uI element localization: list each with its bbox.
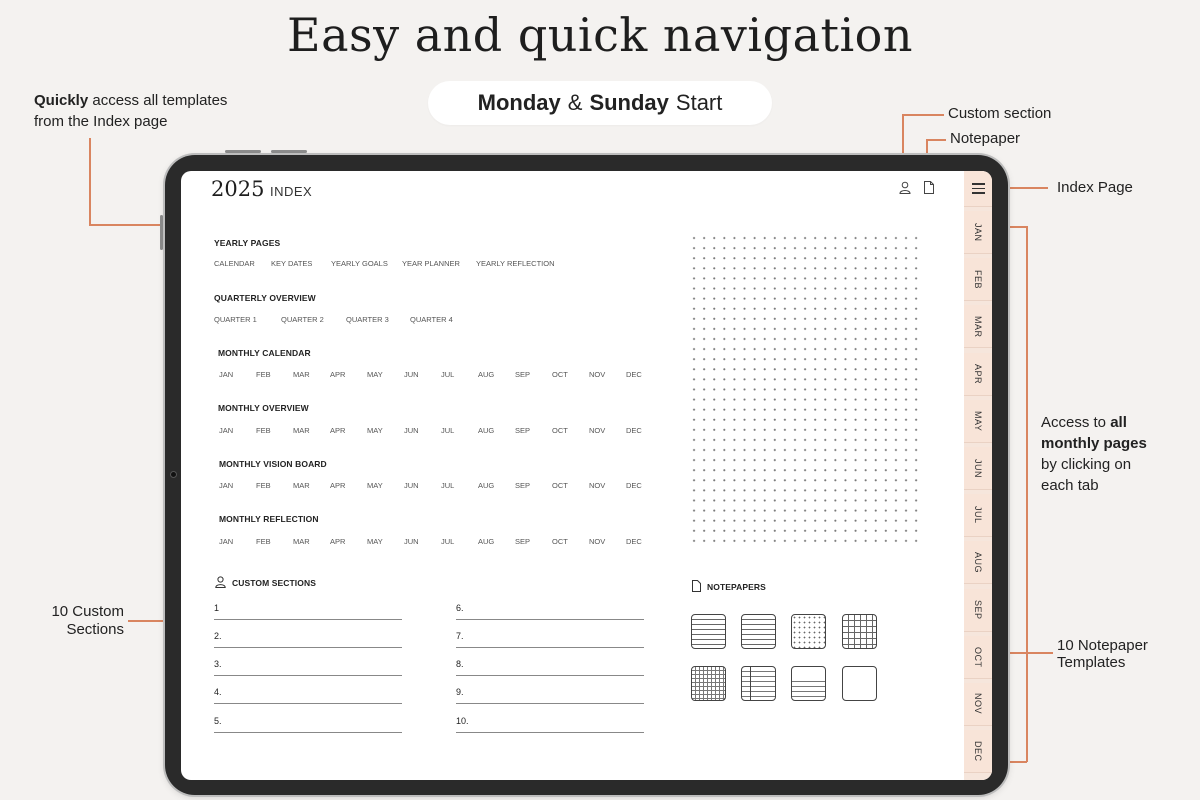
section-quarterly-title: QUARTERLY OVERVIEW <box>214 293 316 303</box>
monthly-overview-link-may[interactable]: MAY <box>367 426 383 435</box>
link-quarter-1[interactable]: QUARTER 1 <box>214 315 257 324</box>
monthly-reflection-link-oct[interactable]: OCT <box>552 537 568 546</box>
month-tab-label: JUL <box>973 506 983 524</box>
notepaper-half-lined[interactable] <box>791 666 826 701</box>
start-day-pill <box>428 81 772 125</box>
tablet-camera <box>170 471 177 478</box>
monthly-calendar-link-may[interactable]: MAY <box>367 370 383 379</box>
annotation-custom-section: Custom section <box>948 105 1052 122</box>
link-quarter-3[interactable]: QUARTER 3 <box>346 315 389 324</box>
monthly-overview-link-oct[interactable]: OCT <box>552 426 568 435</box>
custom-section-10[interactable]: 10. <box>456 716 644 733</box>
planner-screen <box>181 171 992 780</box>
monthly-reflection-link-jul[interactable]: JUL <box>441 537 455 546</box>
monthly-overview-link-jun[interactable]: JUN <box>404 426 419 435</box>
month-tab-label: MAR <box>973 315 983 338</box>
annotation-monthly <box>1041 412 1147 496</box>
monthly-vision-link-jun[interactable]: JUN <box>404 481 419 490</box>
annotation-notepaper-templates-2: Templates <box>1057 654 1126 671</box>
month-tab-label: JAN <box>973 222 983 242</box>
custom-section-8[interactable]: 8. <box>456 659 644 676</box>
month-tab-oct[interactable] <box>964 636 992 679</box>
notepaper-lined[interactable] <box>691 614 726 649</box>
monthly-calendar-link-jul[interactable]: JUL <box>441 370 455 379</box>
annotation-monthly-bracket <box>1026 226 1028 762</box>
monthly-calendar-link-aug[interactable]: AUG <box>478 370 495 379</box>
month-tab-apr[interactable] <box>964 353 992 396</box>
monthly-overview-link-apr[interactable]: APR <box>330 426 346 435</box>
annotation-notepaper: Notepaper <box>950 130 1021 147</box>
month-tab-mar[interactable] <box>964 305 992 348</box>
month-tab-label: OCT <box>973 646 983 668</box>
monthly-overview-link-jul[interactable]: JUL <box>441 426 455 435</box>
annotation-index-text2: from the Index page <box>34 113 168 130</box>
custom-section-7[interactable]: 7. <box>456 631 644 648</box>
dot-grid-notes <box>689 233 921 549</box>
annotation-notepaper-templates <box>1057 637 1148 671</box>
link-yearly-goals[interactable]: YEARLY GOALS <box>331 259 388 268</box>
month-tab-sidebar <box>964 171 992 780</box>
annotation-index-bold: Quickly <box>34 92 89 109</box>
month-tab-label: DEC <box>973 740 983 762</box>
monthly-overview-link-sep[interactable]: SEP <box>515 426 531 435</box>
notepaper-blank[interactable] <box>842 666 877 701</box>
tablet-volume-button-2 <box>271 150 307 153</box>
monthly-reflection-link-nov[interactable]: NOV <box>589 537 606 546</box>
month-tab-feb[interactable] <box>964 258 992 301</box>
page-year: 2025 <box>211 177 265 201</box>
annotation-index-page: Index Page <box>1057 179 1133 196</box>
annotation-custom-line-h <box>902 114 944 116</box>
monthly-reflection-link-feb[interactable]: FEB <box>256 537 271 546</box>
annotation-custom-sections <box>40 603 124 639</box>
custom-section-9[interactable]: 9. <box>456 687 644 704</box>
custom-section-2[interactable]: 2. <box>214 631 402 648</box>
month-tab-sep[interactable] <box>964 589 992 632</box>
monthly-calendar-link-sep[interactable]: SEP <box>515 370 531 379</box>
monthly-reflection-link-sep[interactable]: SEP <box>515 537 531 546</box>
link-calendar[interactable]: CALENDAR <box>214 259 255 268</box>
monthly-reflection-link-jun[interactable]: JUN <box>404 537 419 546</box>
notepaper-grid[interactable] <box>842 614 877 649</box>
annotation-custom-sections-2: Sections <box>66 621 124 638</box>
pill-start: Start <box>675 90 723 115</box>
monthly-overview-link-feb[interactable]: FEB <box>256 426 271 435</box>
monthly-vision-link-sep[interactable]: SEP <box>515 481 531 490</box>
monthly-reflection-link-mar[interactable]: MAR <box>293 537 310 546</box>
link-year-planner[interactable]: YEAR PLANNER <box>402 259 460 268</box>
monthly-vision-link-mar[interactable]: MAR <box>293 481 310 490</box>
section-yearly-title: YEARLY PAGES <box>214 238 281 248</box>
month-tab-dec[interactable] <box>964 730 992 773</box>
page-title: INDEX <box>270 184 313 199</box>
section-monthly-overview-title: MONTHLY OVERVIEW <box>218 403 309 413</box>
section-monthly-calendar-title: MONTHLY CALENDAR <box>218 348 311 358</box>
monthly-overview-link-nov[interactable]: NOV <box>589 426 606 435</box>
month-tab-label: SEP <box>973 599 983 620</box>
monthly-calendar-link-jun[interactable]: JUN <box>404 370 419 379</box>
monthly-vision-link-feb[interactable]: FEB <box>256 481 271 490</box>
monthly-vision-link-jul[interactable]: JUL <box>441 481 455 490</box>
tablet-volume-button <box>225 150 261 153</box>
annotation-monthly-4: each tab <box>1041 477 1099 494</box>
month-tab-may[interactable] <box>964 400 992 443</box>
month-tab-label: JUN <box>973 458 983 478</box>
annotation-monthly-bold2: monthly pages <box>1041 435 1147 452</box>
annotation-notepaper-templates-1: 10 Notepaper <box>1057 637 1148 654</box>
user-icon[interactable] <box>899 181 911 194</box>
month-tab-nov[interactable] <box>964 683 992 726</box>
monthly-calendar-link-jan[interactable]: JAN <box>219 370 234 379</box>
monthly-vision-link-apr[interactable]: APR <box>330 481 346 490</box>
section-custom-title: CUSTOM SECTIONS <box>232 578 316 588</box>
link-quarter-4[interactable]: QUARTER 4 <box>410 315 453 324</box>
link-quarter-2[interactable]: QUARTER 2 <box>281 315 324 324</box>
monthly-vision-link-nov[interactable]: NOV <box>589 481 606 490</box>
annotation-index-text: access all templates <box>88 92 228 109</box>
monthly-vision-link-dec[interactable]: DEC <box>626 481 642 490</box>
section-monthly-vision-title: MONTHLY VISION BOARD <box>219 459 327 469</box>
monthly-calendar-link-feb[interactable]: FEB <box>256 370 271 379</box>
annotation-notepaper-line-h <box>926 139 946 141</box>
document-icon[interactable] <box>924 181 934 194</box>
month-tab-label: NOV <box>973 693 983 715</box>
month-tab-jun[interactable] <box>964 447 992 490</box>
monthly-overview-link-aug[interactable]: AUG <box>478 426 495 435</box>
notepaper-lined-wide[interactable] <box>741 614 776 649</box>
index-tab[interactable] <box>964 171 992 207</box>
custom-section-3[interactable]: 3. <box>214 659 402 676</box>
monthly-overview-link-mar[interactable]: MAR <box>293 426 310 435</box>
annotation-monthly-3: by clicking on <box>1041 456 1132 473</box>
document-icon <box>692 579 701 591</box>
monthly-overview-link-dec[interactable]: DEC <box>626 426 642 435</box>
annotation-custom-sections-1: 10 Custom <box>51 603 124 620</box>
monthly-reflection-link-apr[interactable]: APR <box>330 537 346 546</box>
user-icon <box>215 575 226 587</box>
custom-section-1[interactable]: 1 <box>214 603 402 620</box>
monthly-calendar-link-oct[interactable]: OCT <box>552 370 568 379</box>
monthly-reflection-link-may[interactable]: MAY <box>367 537 383 546</box>
section-monthly-reflection-title: MONTHLY REFLECTION <box>219 514 319 524</box>
monthly-vision-link-jan[interactable]: JAN <box>219 481 234 490</box>
month-tab-jul[interactable] <box>964 494 992 537</box>
monthly-vision-link-may[interactable]: MAY <box>367 481 383 490</box>
hamburger-menu-icon <box>972 183 985 194</box>
custom-section-6[interactable]: 6. <box>456 603 644 620</box>
month-tab-label: FEB <box>973 269 983 289</box>
monthly-calendar-link-dec[interactable]: DEC <box>626 370 642 379</box>
month-tab-label: AUG <box>973 551 983 573</box>
annotation-index <box>34 90 227 132</box>
section-notepapers-title: NOTEPAPERS <box>707 582 766 592</box>
month-tab-label: APR <box>973 363 983 384</box>
annotation-monthly-bold1: all <box>1110 414 1127 431</box>
monthly-calendar-link-nov[interactable]: NOV <box>589 370 606 379</box>
notepaper-cornell[interactable] <box>741 666 776 701</box>
annotation-index-line-v <box>89 138 91 225</box>
monthly-calendar-link-mar[interactable]: MAR <box>293 370 310 379</box>
month-tab-label: MAY <box>973 410 983 431</box>
month-tab-jan[interactable] <box>964 211 992 254</box>
custom-section-4[interactable]: 4. <box>214 687 402 704</box>
pill-amp: & <box>567 90 583 115</box>
notepaper-dotted[interactable] <box>791 614 826 649</box>
notepaper-fine-grid[interactable] <box>691 666 726 701</box>
month-tab-aug[interactable] <box>964 541 992 584</box>
custom-section-5[interactable]: 5. <box>214 716 402 733</box>
link-yearly-reflection[interactable]: YEARLY REFLECTION <box>476 259 555 268</box>
monthly-vision-link-oct[interactable]: OCT <box>552 481 568 490</box>
monthly-reflection-link-dec[interactable]: DEC <box>626 537 642 546</box>
monthly-overview-link-jan[interactable]: JAN <box>219 426 234 435</box>
link-key-dates[interactable]: KEY DATES <box>271 259 313 268</box>
monthly-vision-link-aug[interactable]: AUG <box>478 481 495 490</box>
annotation-index-line-h <box>89 224 161 226</box>
headline: Easy and quick navigation <box>286 8 914 62</box>
pill-monday: Monday <box>477 90 561 115</box>
monthly-calendar-link-apr[interactable]: APR <box>330 370 346 379</box>
pill-sunday: Sunday <box>589 90 669 115</box>
monthly-reflection-link-jan[interactable]: JAN <box>219 537 234 546</box>
tablet-side-button <box>160 215 163 250</box>
monthly-reflection-link-aug[interactable]: AUG <box>478 537 495 546</box>
annotation-monthly-1: Access to <box>1041 414 1111 431</box>
